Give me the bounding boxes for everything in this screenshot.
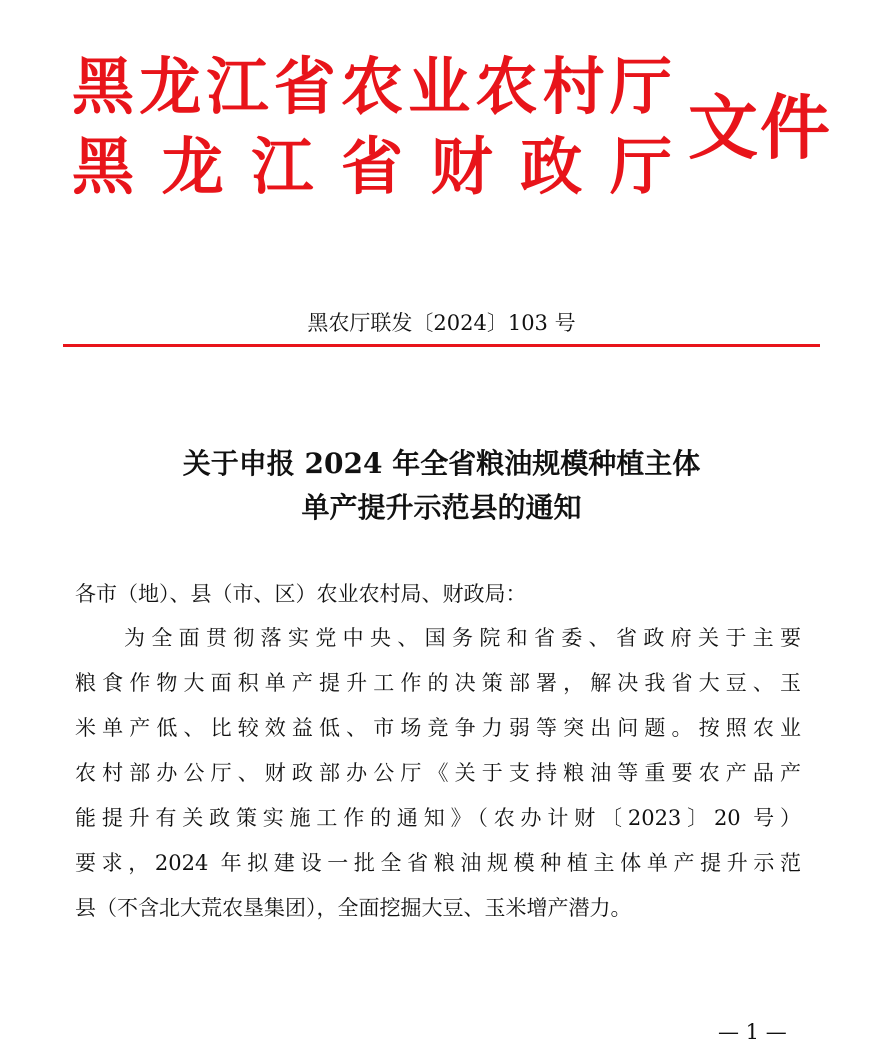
issuer-line-finance-department <box>72 132 672 202</box>
issuer-char: 厅 <box>609 130 672 203</box>
issuer-char: 龙 <box>161 130 224 203</box>
body-text-line: 粮食作物大面积单产提升工作的决策部署，解决我省大豆、玉 <box>75 671 801 695</box>
body-text-line: 农村部办公厅、财政部办公厅《关于支持粮油等重要农产品产 <box>75 761 801 785</box>
issuer-line-agriculture-department <box>72 52 672 122</box>
document-title-line-2: 单产提升示范县的通知 <box>301 491 582 524</box>
issuer-char: 黑 <box>72 50 135 123</box>
body-text-line: 要求，2024 年拟建设一批全省粮油规模种植主体单产提升示范 <box>75 851 801 875</box>
document-number: 黑农厅联发〔2024〕103 号 <box>307 311 576 335</box>
issuer-char: 农 <box>475 50 538 123</box>
issuer-char: 村 <box>542 50 605 123</box>
body-text-line: 为全面贯彻落实党中央、国务院和省委、省政府关于主要 <box>124 626 801 650</box>
issuer-char: 政 <box>520 130 583 203</box>
salutation: 各市（地）、县（市、区）农业农村局、财政局： <box>75 582 527 606</box>
issuer-char: 黑 <box>72 130 135 203</box>
body-text-line: 县（不含北大荒农垦集团），全面挖掘大豆、玉米增产潜力。 <box>75 896 632 920</box>
red-separator-line <box>63 344 820 347</box>
body-text-line: 能提升有关政策实施工作的通知》（农办计财〔2023〕20 号） <box>75 806 801 830</box>
issuer-char: 财 <box>430 130 493 203</box>
document-type-label: 文件 <box>688 86 832 169</box>
body-text-line: 米单产低、比较效益低、市场竞争力弱等突出问题。按照农业 <box>75 716 801 740</box>
issuer-char: 厅 <box>609 50 672 123</box>
issuer-char: 省 <box>340 130 403 203</box>
issuer-char: 江 <box>251 130 314 203</box>
document-title-line-1: 关于申报 2024 年全省粮油规模种植主体 <box>182 447 701 480</box>
issuer-char: 省 <box>273 50 336 123</box>
issuer-char: 龙 <box>139 50 202 123</box>
issuer-char: 业 <box>408 50 471 123</box>
issuer-char: 江 <box>206 50 269 123</box>
issuer-char: 农 <box>340 50 403 123</box>
page-number: — 1 — <box>718 1020 787 1044</box>
